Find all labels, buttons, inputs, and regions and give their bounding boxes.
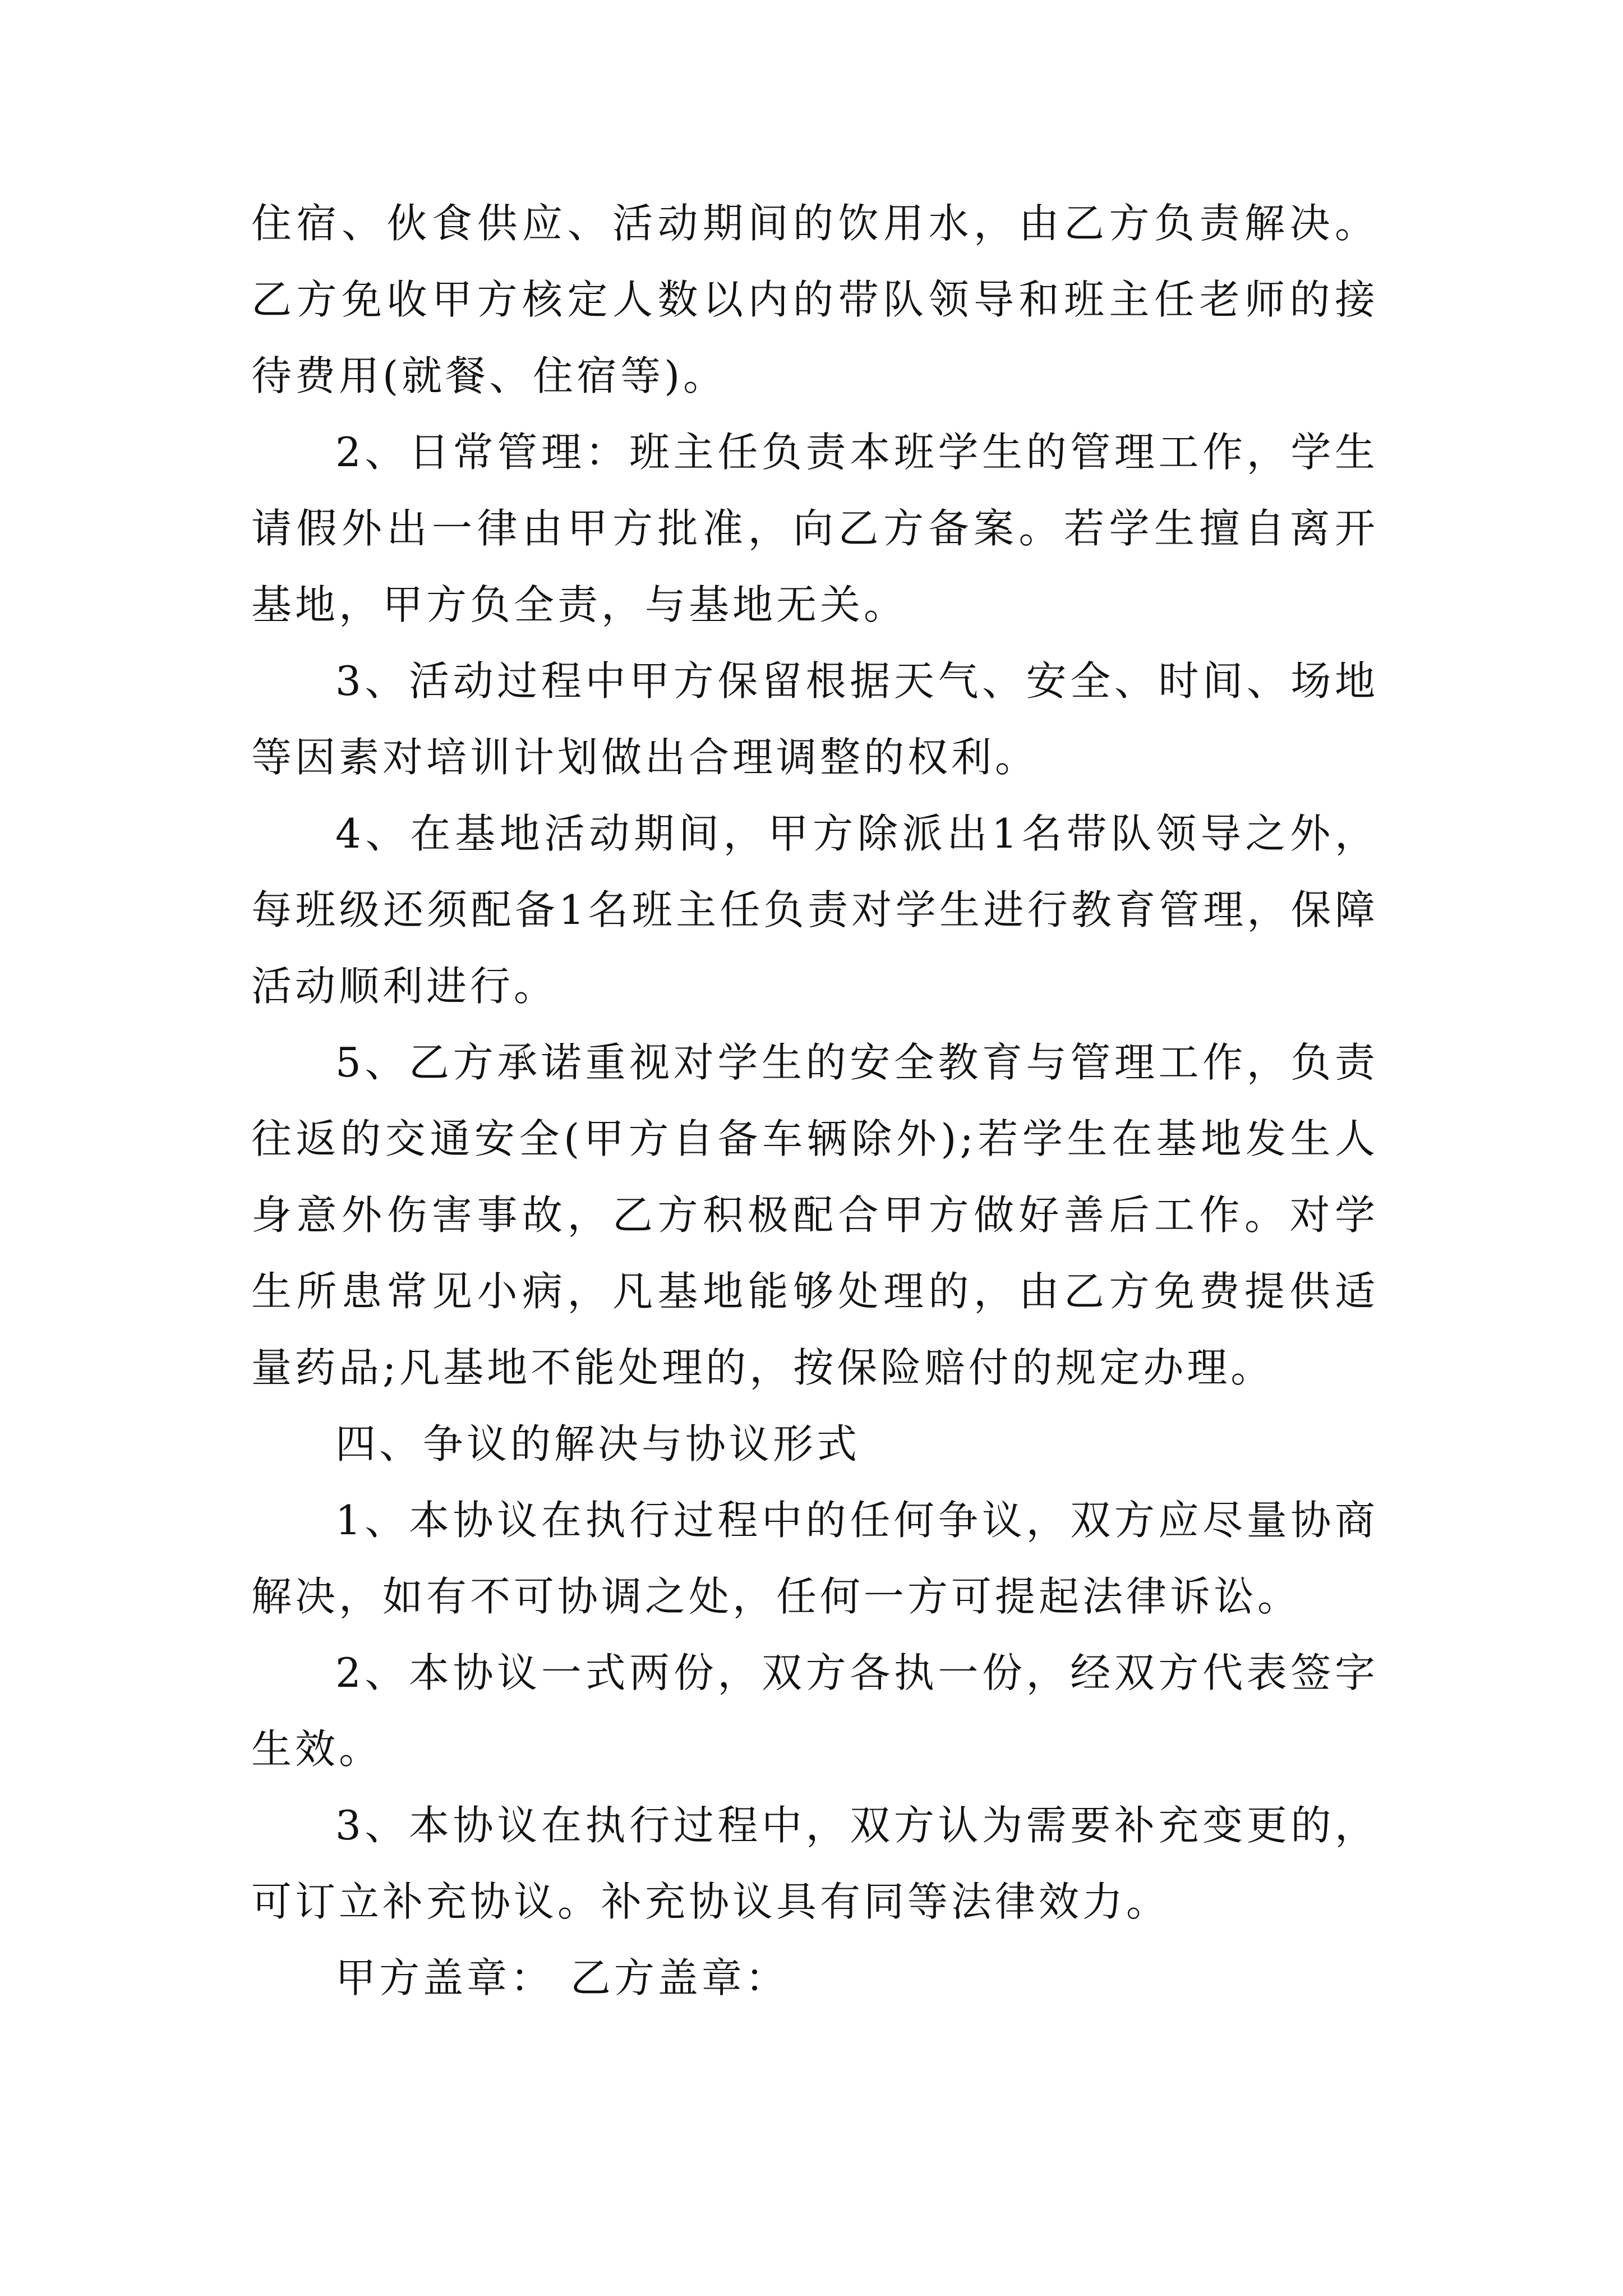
signature-line: 甲方盖章： 乙方盖章：: [335, 1954, 789, 2001]
paragraph-staffing: 4、在基地活动期间，甲方除派出1名带队领导之外，每班级还须配备1名班主任负责对学生进行教育管理，保障活动顺利进行。: [251, 810, 1378, 1010]
paragraph-safety-commitment: 5、乙方承诺重视对学生的安全教育与管理工作，负责往返的交通安全(甲方自备车辆除外);若学生在基地发生人身意外伤害事故，乙方积极配合甲方做好善后工作。对学生所患常见小病，凡基地能够处理的，由乙方免费提供适量药品;凡基地不能处理的，按保险赔付的规定办理。: [251, 1039, 1378, 1391]
paragraph-copies: 2、本协议一式两份，双方各执一份，经双方代表签字生效。: [251, 1649, 1378, 1773]
paragraph-training-adjustment: 3、活动过程中甲方保留根据天气、安全、时间、场地等因素对培训计划做出合理调整的权利。: [251, 657, 1378, 781]
paragraph-daily-management: 2、日常管理：班主任负责本班学生的管理工作，学生请假外出一律由甲方批准，向乙方备案。若学生擅自离开基地，甲方负全责，与基地无关。: [251, 429, 1378, 628]
paragraph-dispute-resolution: 1、本协议在执行过程中的任何争议，双方应尽量协商解决，如有不可协调之处，任何一方可提起法律诉讼。: [251, 1497, 1378, 1620]
paragraph-continuation: 住宿、伙食供应、活动期间的饮用水，由乙方负责解决。乙方免收甲方核定人数以内的带队领导和班主任老师的接待费用(就餐、住宿等)。: [251, 200, 1378, 399]
document-body: [251, 185, 1378, 2016]
section-heading-disputes: 四、争议的解决与协议形式: [335, 1420, 861, 1467]
paragraph-supplement: 3、本协议在执行过程中，双方认为需要补充变更的，可订立补充协议。补充协议具有同等法律效力。: [251, 1802, 1378, 1925]
